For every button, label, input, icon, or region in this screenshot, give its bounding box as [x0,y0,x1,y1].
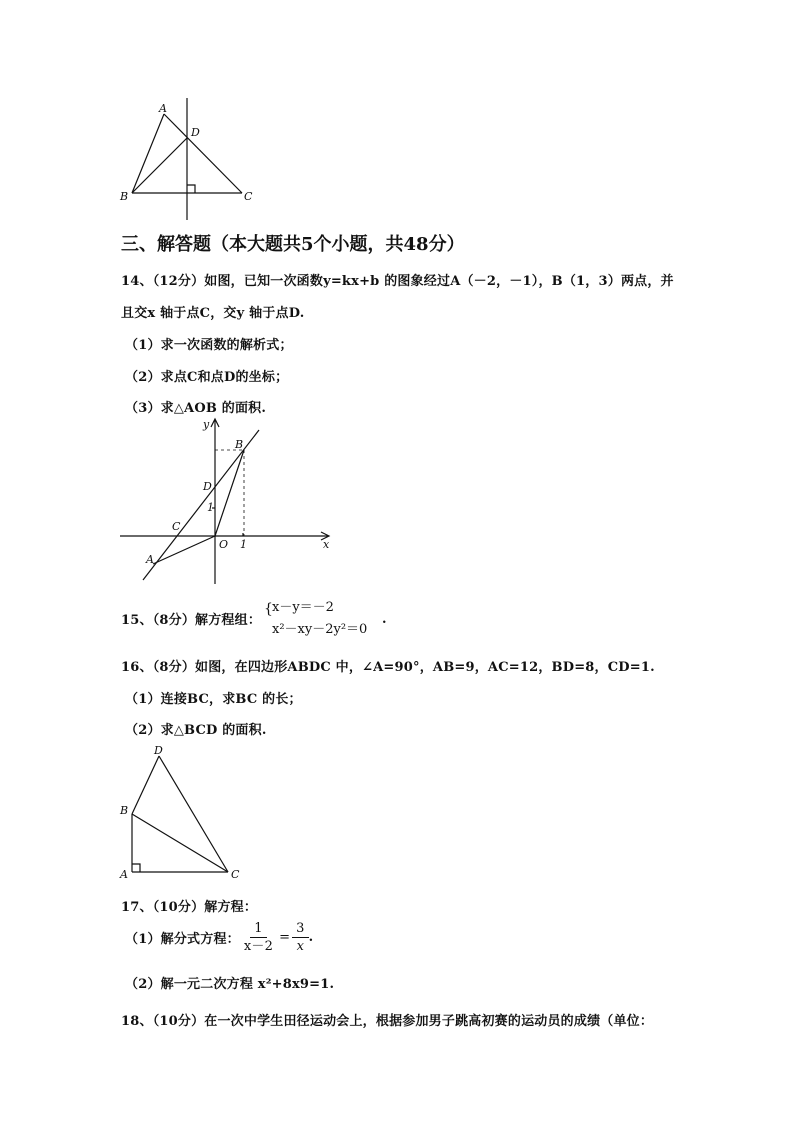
line-ab [143,430,259,580]
label-a: A [159,102,167,115]
segment-bc [132,814,228,872]
q15-brace: { [264,601,273,617]
top-triangle-figure [110,96,270,222]
q17-frac1-num: 1 [250,920,266,938]
label-o: O [219,538,229,551]
q16-sub1: （1）连接BC，求BC 的长； [125,692,302,707]
q17-sub1-prefix: （1）解分式方程： [125,932,240,947]
q17-sub1 [125,920,313,955]
q17-frac1 [240,920,277,955]
segment-ob [215,450,244,536]
q15-eq2: x²－xy－2y²＝0 [272,622,368,637]
segment-ab [132,114,164,193]
q15-prefix: 15、（8分）解方程组： [121,613,262,628]
label-d: D [154,744,163,757]
q17-frac2 [292,920,308,955]
q17-sub2: （2）解一元二次方程 x²+8x9=1. [125,977,335,992]
right-angle-mark [132,864,140,872]
q14-coordinate-graph [116,416,340,588]
q16-sub2: （2）求△BCD 的面积. [125,723,267,738]
q14-line1: 14、（12分）如图，已知一次函数y=kx+b 的图象经过A（－2，－1），B（1，3）两点，并 [121,274,674,289]
segment-bd [132,756,159,814]
label-one-y: 1 [207,501,214,514]
label-x: x [323,538,330,551]
q17-frac2-den: x [296,939,305,954]
label-d: D [191,126,200,139]
q14-sub3: （3）求△AOB 的面积. [125,401,267,416]
q17-sub1-suffix: . [308,930,314,945]
q17-line1: 17、（10分）解方程： [121,900,258,915]
q17-eq-sign: = [279,930,291,945]
label-one-x: 1 [240,538,247,551]
q14-sub1: （1）求一次函数的解析式； [125,338,293,353]
label-a: A [120,868,128,880]
label-c: C [231,868,240,880]
q17-frac1-den: x－2 [243,939,274,954]
q17-frac2-num: 3 [292,920,308,938]
q14-sub2: （2）求点C和点D的坐标； [125,370,289,385]
q18-line1: 18、（10分）在一次中学生田径运动会上，根据参加男子跳高初赛的运动员的成绩（单位： [121,1014,654,1029]
segment-dc [159,756,228,872]
label-b: B [235,438,244,451]
label-y: y [203,418,210,431]
q16-quadrilateral-figure [112,740,252,880]
label-b: B [120,804,129,817]
q15-eq1: x－y＝－2 [272,600,334,615]
segment-oa [153,536,215,564]
label-d: D [203,480,212,493]
label-a: A [146,553,154,566]
label-b: B [120,190,129,203]
segment-ac [164,114,242,193]
segment-bd [132,138,187,193]
label-c: C [244,190,253,203]
section-title: 三、解答题（本大题共5个小题，共48分） [121,234,465,255]
q16-line1: 16、（8分）如图，在四边形ABDC 中，∠A=90°，AB=9，AC=12，BD=8，CD=1. [121,660,655,675]
q15-suffix: . [382,612,387,627]
q14-line2: 且交x 轴于点C，交y 轴于点D. [121,306,305,321]
label-c: C [172,520,181,533]
right-angle-mark [187,185,195,193]
